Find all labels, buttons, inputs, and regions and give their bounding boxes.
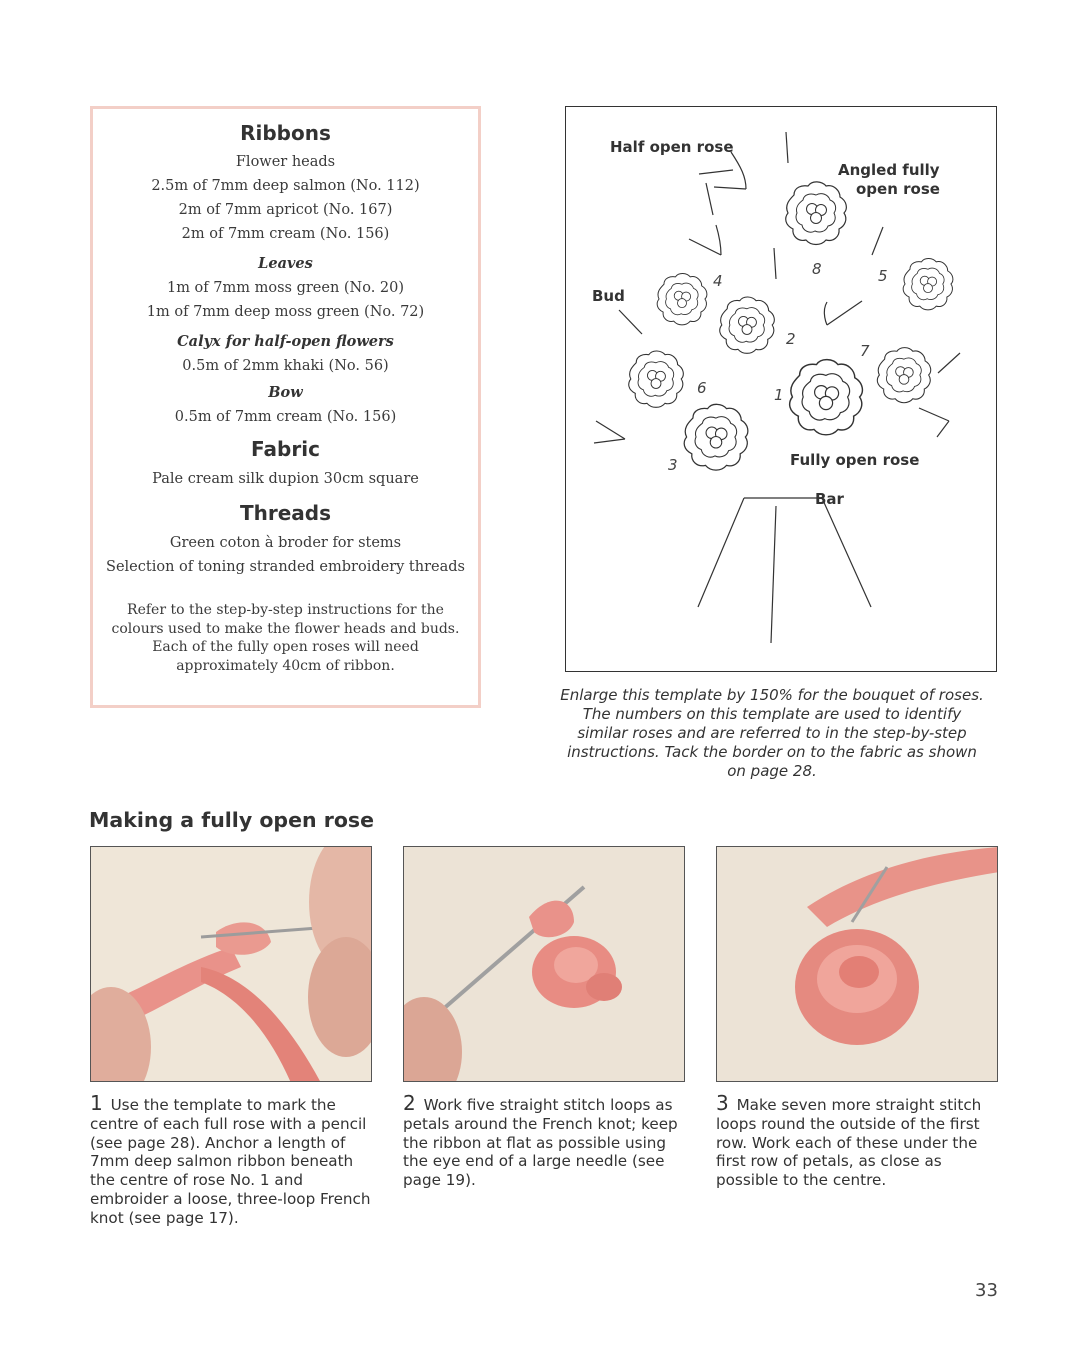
step-3-photo (716, 846, 998, 1082)
rose-7 (877, 348, 930, 403)
materials-note: Refer to the step-by-step instructions for the colours used to make the flower heads and buds. Each of the fully open roses will need approximately 40cm of ribbon. (111, 602, 460, 674)
threads-heading: Threads (239, 501, 332, 525)
rose-8 (786, 182, 847, 245)
label-half-open-rose: Half open rose (610, 138, 734, 156)
ribbons-heading: Ribbons (240, 121, 331, 145)
leaf-icon (731, 152, 746, 189)
leaf-icon (714, 187, 746, 189)
step-number: 3 (716, 1091, 729, 1115)
rose-number: 5 (878, 267, 888, 285)
label-bar: Bar (815, 490, 844, 508)
leaf-icon (827, 301, 862, 325)
rose-3 (684, 404, 748, 470)
material-item: 0.5m of 7mm cream (No. 156) (174, 409, 397, 425)
material-item: 0.5m of 2mm khaki (No. 56) (182, 358, 389, 374)
rose-2 (720, 297, 775, 353)
bow-label: Bow (268, 384, 303, 401)
leaf-icon (937, 421, 949, 437)
section-heading: Making a fully open rose (89, 808, 375, 832)
bouquet-template (565, 106, 997, 672)
step-number: 2 (403, 1091, 416, 1115)
rose-1 (790, 360, 863, 435)
leaf-icon (689, 239, 721, 255)
material-item: 2.5m of 7mm deep salmon (No. 112) (151, 178, 420, 194)
label-bud: Bud (592, 287, 625, 305)
step-number: 1 (90, 1091, 103, 1115)
label-angled-line1: Angled fully (838, 161, 940, 179)
material-item: Green coton à broder for stems (169, 535, 402, 551)
rose-number: 8 (812, 260, 822, 278)
leaf-icon (716, 225, 721, 255)
step-2-photo (403, 846, 685, 1082)
flower-heads-label: Flower heads (235, 154, 336, 170)
step-text: Work five straight stitch loops as petals around the French knot; keep the ribbon at flat as possible using the eye end of a large needle (see page 19). (403, 1096, 678, 1190)
material-item: 1m of 7mm deep moss green (No. 72) (146, 304, 425, 320)
step-3 (716, 1091, 1006, 1190)
page-number: 33 (975, 1280, 998, 1301)
template-caption: Enlarge this template by 150% for the bouquet of roses. The numbers on this template are used to identify similar roses and are referred to in the step-by-step instructions. Tack the border on to the fabric as shown on page 28. (560, 686, 984, 780)
fabric-heading: Fabric (251, 437, 320, 461)
leaf-icon (596, 421, 625, 439)
template-diagram (566, 107, 998, 673)
rose-number: 1 (774, 386, 784, 404)
rose-number: 3 (668, 456, 678, 474)
material-item: 2m of 7mm apricot (No. 167) (178, 202, 393, 218)
rose-number: 7 (860, 342, 870, 360)
step-1-photo (90, 846, 372, 1082)
step-text: Make seven more straight stitch loops round the outside of the first row. Work each of these under the first row of petals, as close as possible to the centre. (716, 1096, 982, 1190)
materials-box (90, 106, 481, 708)
leaf-icon (594, 439, 625, 443)
step-1 (90, 1091, 380, 1228)
material-item: Pale cream silk dupion 30cm square (152, 471, 419, 487)
step-text: Use the template to mark the centre of each full rose with a pencil (see page 28). Anchor a length of 7mm deep salmon ribbon beneath the centre of rose No. 1 and embroider a loose, three-loop French knot (see page 17). (90, 1096, 371, 1227)
rose-5 (903, 258, 953, 309)
material-item: 2m of 7mm cream (No. 156) (181, 226, 390, 242)
leaf-icon (824, 302, 827, 325)
leaves-label: Leaves (258, 255, 313, 272)
material-item: 1m of 7mm moss green (No. 20) (166, 280, 405, 296)
rose-number: 2 (786, 330, 796, 348)
material-item: Selection of toning stranded embroidery threads (106, 559, 465, 575)
calyx-label: Calyx for half-open flowers (177, 333, 394, 350)
rose-number: 6 (697, 379, 707, 397)
label-fully-open-rose: Fully open rose (790, 451, 920, 469)
label-angled-line2: open rose (856, 180, 940, 198)
rose-4 (657, 273, 707, 324)
leaf-icon (699, 170, 733, 174)
rose-number: 4 (713, 272, 723, 290)
step-2 (403, 1091, 693, 1190)
rose-6 (629, 351, 684, 407)
leaf-icon (919, 408, 949, 421)
